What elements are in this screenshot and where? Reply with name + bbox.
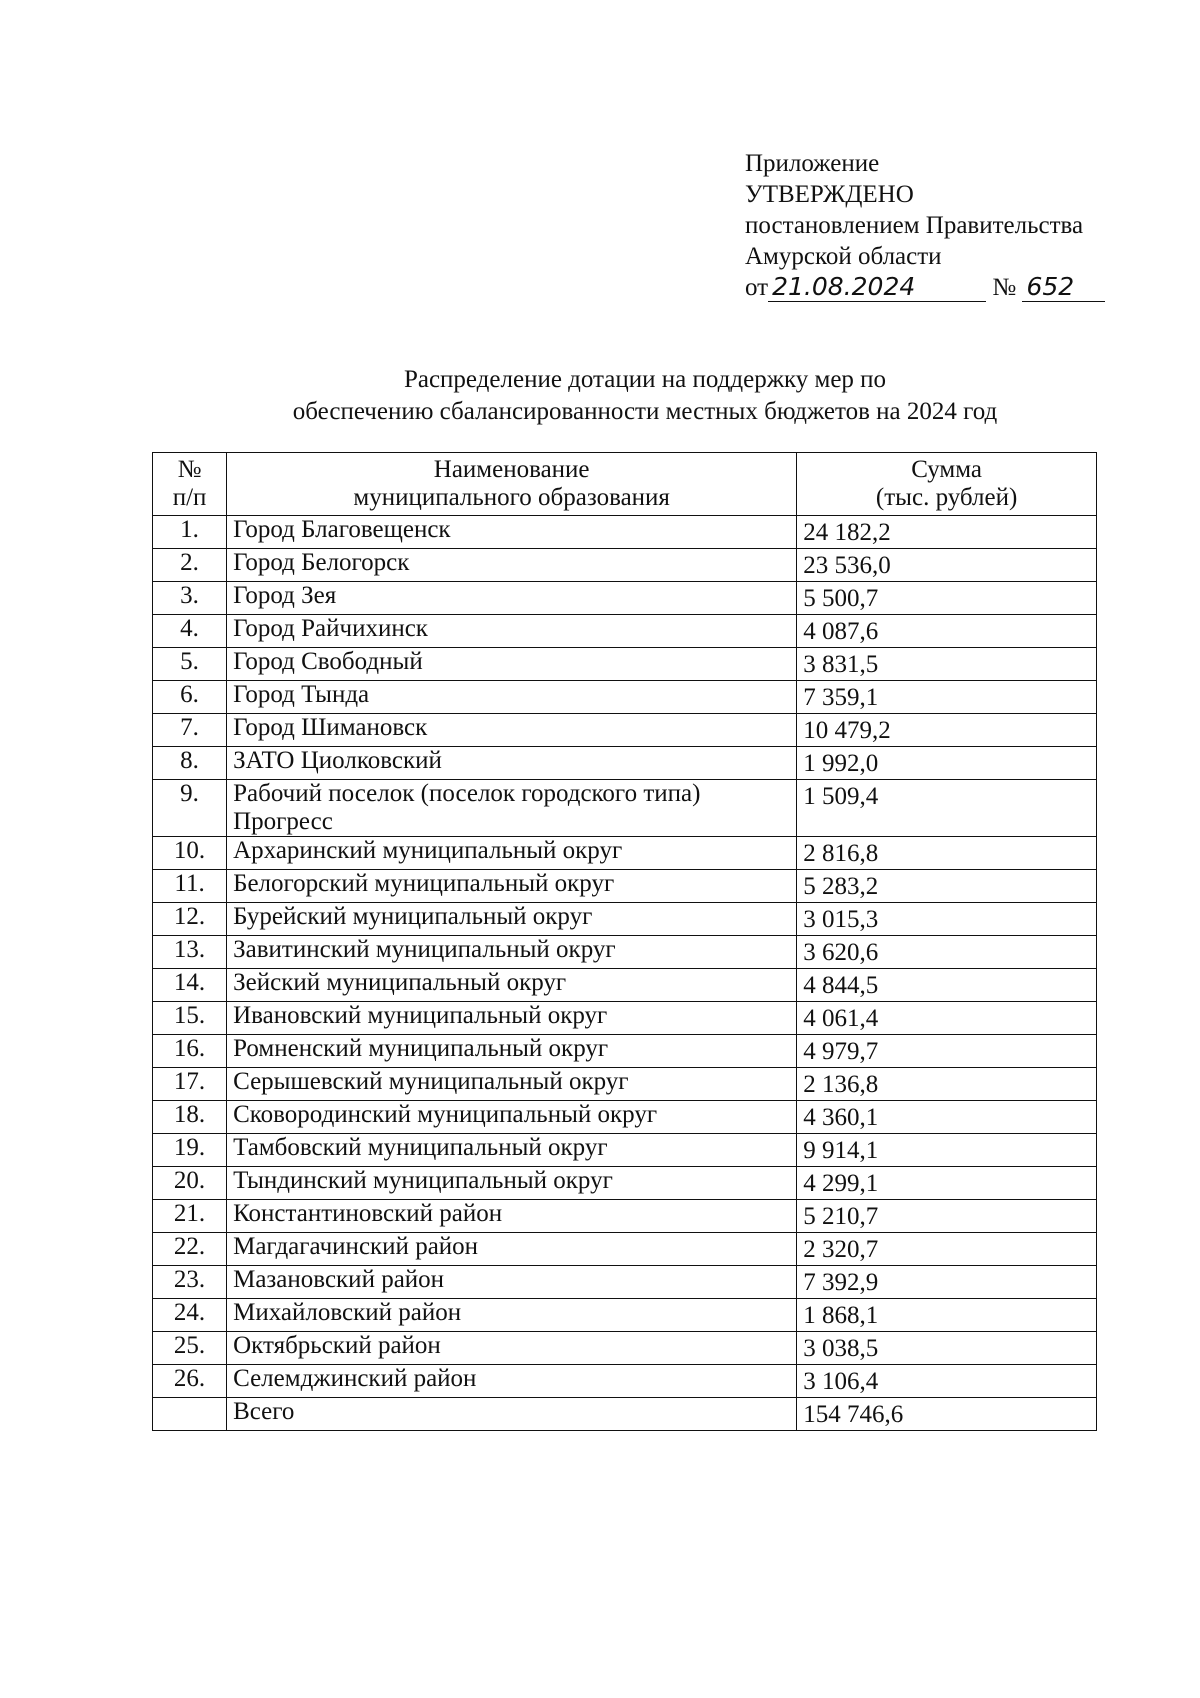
approval-resolution-label: постановлением Правительства: [745, 212, 1084, 239]
row-number-cell: 25.: [153, 1332, 227, 1365]
municipality-name-cell: Мазановский район: [227, 1266, 797, 1299]
amount-cell: 7 359,1: [797, 681, 1097, 714]
amount-cell: 4 979,7: [797, 1035, 1097, 1068]
document-title: [150, 364, 1140, 428]
row-number-cell: 7.: [153, 714, 227, 747]
approval-block: [745, 148, 1105, 303]
amount-cell: 7 392,9: [797, 1266, 1097, 1299]
amount-cell: 3 620,6: [797, 936, 1097, 969]
table-row: [153, 969, 1097, 1002]
row-number-cell: 1.: [153, 516, 227, 549]
municipality-name-cell: Город Белогорск: [227, 549, 797, 582]
row-number-cell: 17.: [153, 1068, 227, 1101]
table-row: [153, 936, 1097, 969]
approval-appendix-label: Приложение: [745, 150, 880, 177]
amount-cell: 3 106,4: [797, 1365, 1097, 1398]
table-row: [153, 1200, 1097, 1233]
municipality-name-cell: Город Тында: [227, 681, 797, 714]
number-prefix: №: [992, 274, 1017, 301]
table-row: [153, 582, 1097, 615]
row-number-cell: 15.: [153, 1002, 227, 1035]
municipality-name-cell: Серышевский муниципальный округ: [227, 1068, 797, 1101]
amount-cell: 5 500,7: [797, 582, 1097, 615]
municipality-name-cell: Город Свободный: [227, 648, 797, 681]
amount-cell: 1 509,4: [797, 780, 1097, 837]
table-row: [153, 903, 1097, 936]
row-number-cell: 3.: [153, 582, 227, 615]
row-number-cell: 11.: [153, 870, 227, 903]
row-number-cell: 6.: [153, 681, 227, 714]
municipality-name-cell: Ромненский муниципальный округ: [227, 1035, 797, 1068]
amount-cell: 4 299,1: [797, 1167, 1097, 1200]
row-number-cell: 24.: [153, 1299, 227, 1332]
municipality-name-cell: Рабочий поселок (поселок городского типа) Прогресс: [227, 780, 797, 837]
table-row: [153, 681, 1097, 714]
row-number-cell: 26.: [153, 1365, 227, 1398]
table-row: [153, 1332, 1097, 1365]
table-row: [153, 1266, 1097, 1299]
amount-cell: 4 061,4: [797, 1002, 1097, 1035]
municipality-name-cell: ЗАТО Циолковский: [227, 747, 797, 780]
municipality-name-cell: Константиновский район: [227, 1200, 797, 1233]
table-body: [153, 516, 1097, 1431]
table-row: [153, 747, 1097, 780]
amount-cell: 10 479,2: [797, 714, 1097, 747]
table-row: [153, 837, 1097, 870]
row-number-cell: 20.: [153, 1167, 227, 1200]
amount-cell: 3 015,3: [797, 903, 1097, 936]
row-number-cell: 14.: [153, 969, 227, 1002]
date-prefix: от: [745, 274, 769, 301]
amount-cell: 1 992,0: [797, 747, 1097, 780]
table-row: [153, 870, 1097, 903]
municipality-name-cell: Ивановский муниципальный округ: [227, 1002, 797, 1035]
row-number-cell: 22.: [153, 1233, 227, 1266]
municipality-name-cell: Белогорский муниципальный округ: [227, 870, 797, 903]
municipality-name-cell: Завитинский муниципальный округ: [227, 936, 797, 969]
header-sum: [797, 453, 1097, 516]
municipality-name-cell: Селемджинский район: [227, 1365, 797, 1398]
table-header-row: [153, 453, 1097, 516]
municipality-name-cell: Архаринский муниципальный округ: [227, 837, 797, 870]
amount-cell: 23 536,0: [797, 549, 1097, 582]
row-number-cell: 19.: [153, 1134, 227, 1167]
table-row: [153, 1299, 1097, 1332]
header-number-line-1: №: [177, 456, 202, 483]
amount-cell: 9 914,1: [797, 1134, 1097, 1167]
municipality-name-cell: Магдагачинский район: [227, 1233, 797, 1266]
total-municipality-name-cell: Всего: [227, 1398, 797, 1431]
table-row: [153, 1101, 1097, 1134]
amount-cell: 2 136,8: [797, 1068, 1097, 1101]
municipality-name-cell: Город Райчихинск: [227, 615, 797, 648]
row-number-cell: 18.: [153, 1101, 227, 1134]
header-number-line-2: п/п: [172, 484, 207, 511]
table-row: [153, 1365, 1097, 1398]
municipality-name-cell: Город Зея: [227, 582, 797, 615]
table-row: [153, 1134, 1097, 1167]
approval-approved-label: УТВЕРЖДЕНО: [745, 181, 914, 208]
row-number-cell: 9.: [153, 780, 227, 837]
row-number-cell: 4.: [153, 615, 227, 648]
table-row: [153, 549, 1097, 582]
row-number-cell: 12.: [153, 903, 227, 936]
amount-cell: 1 868,1: [797, 1299, 1097, 1332]
amount-cell: 5 283,2: [797, 870, 1097, 903]
table-total-row: [153, 1398, 1097, 1431]
row-number-cell: 16.: [153, 1035, 227, 1068]
row-number-cell: 2.: [153, 549, 227, 582]
row-number-cell: 5.: [153, 648, 227, 681]
header-number: [153, 453, 227, 516]
header-name-line-2: муниципального образования: [353, 484, 670, 511]
row-number-cell: 23.: [153, 1266, 227, 1299]
header-name: [227, 453, 797, 516]
municipality-name-cell: Октябрьский район: [227, 1332, 797, 1365]
amount-cell: 2 816,8: [797, 837, 1097, 870]
approval-region-label: Амурской области: [745, 243, 942, 270]
handwritten-date: 21.08.2024: [768, 273, 986, 302]
municipality-name-cell: Город Благовещенск: [227, 516, 797, 549]
approval-date-line: [745, 272, 1105, 303]
table-row: [153, 648, 1097, 681]
title-line-2: обеспечению сбалансированности местных бюджетов на 2024 год: [292, 398, 998, 425]
handwritten-number: 652: [1022, 273, 1105, 302]
municipality-name-cell: Зейский муниципальный округ: [227, 969, 797, 1002]
title-line-1: Распределение дотации на поддержку мер по: [403, 366, 887, 393]
distribution-table: [152, 452, 1097, 1431]
amount-cell: 5 210,7: [797, 1200, 1097, 1233]
row-number-cell: 10.: [153, 837, 227, 870]
municipality-name-cell: Город Шимановск: [227, 714, 797, 747]
municipality-name-cell: Тамбовский муниципальный округ: [227, 1134, 797, 1167]
municipality-name-cell: Михайловский район: [227, 1299, 797, 1332]
municipality-name-cell: Бурейский муниципальный округ: [227, 903, 797, 936]
table-row: [153, 1167, 1097, 1200]
table-row: [153, 1002, 1097, 1035]
row-number-cell: 13.: [153, 936, 227, 969]
table-row: [153, 1068, 1097, 1101]
row-number-cell: 21.: [153, 1200, 227, 1233]
table-row: [153, 714, 1097, 747]
amount-cell: 3 831,5: [797, 648, 1097, 681]
amount-cell: 4 844,5: [797, 969, 1097, 1002]
header-sum-line-2: (тыс. рублей): [875, 484, 1018, 511]
amount-cell: 4 360,1: [797, 1101, 1097, 1134]
row-number-cell: 8.: [153, 747, 227, 780]
header-sum-line-1: Сумма: [911, 456, 982, 483]
total-amount-cell: 154 746,6: [797, 1398, 1097, 1431]
amount-cell: 2 320,7: [797, 1233, 1097, 1266]
municipality-name-cell: Тындинский муниципальный округ: [227, 1167, 797, 1200]
header-name-line-1: Наименование: [433, 456, 590, 483]
table-row: [153, 780, 1097, 837]
total-row-number-cell: [153, 1398, 227, 1431]
table-row: [153, 1233, 1097, 1266]
amount-cell: 3 038,5: [797, 1332, 1097, 1365]
table-row: [153, 615, 1097, 648]
table-row: [153, 1035, 1097, 1068]
amount-cell: 4 087,6: [797, 615, 1097, 648]
municipality-name-cell: Сковородинский муниципальный округ: [227, 1101, 797, 1134]
amount-cell: 24 182,2: [797, 516, 1097, 549]
table-row: [153, 516, 1097, 549]
